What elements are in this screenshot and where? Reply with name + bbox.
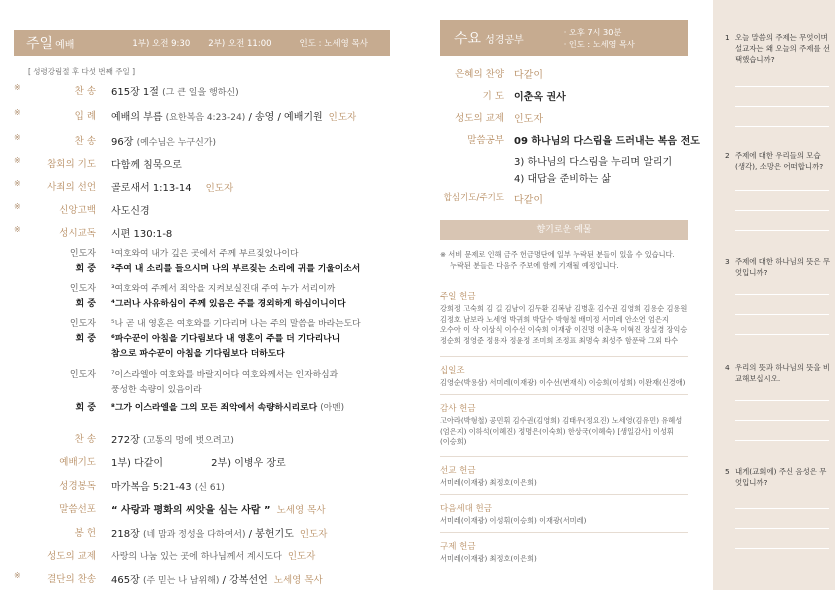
offering-section-title: 십일조 [440,366,465,376]
stand-mark: ※ [14,133,21,142]
order-value: 마가복음 5:21-43 (신 61) [111,482,225,493]
service-time-2: 2부) 오전 11:00 [208,39,272,49]
wednesday-info: · 오후 7시 30분 · 인도 : 노세영 목사 [563,27,635,49]
sermon-title: “ 사랑과 평화의 씨앗을 심는 사람 ” 노세영 목사 [111,505,326,516]
offering-note: ※ 서비 문제로 인해 금주 헌금명단에 일부 누락된 분들이 있을 수 있습니다. 누락된 분들은 다음주 주보에 함께 기재될 예정입니다. [440,250,675,270]
answer-line [735,334,829,335]
order-label: 사죄의 선언 [47,182,96,193]
order-value: 465장 (주 믿는 나 남위해) / 강복선언 노세영 목사 [111,575,323,586]
question-item: 2 주제에 대한 우리들의 모습 (생각), 소망은 어떠합니까? [725,151,824,171]
order-value: 1부) 다같이 2부) 이병우 장로 [111,458,286,469]
offering-names: 서미레(이재광) 최정호(이은희) [440,554,537,563]
offering-section-title: 감사 헌금 [440,404,476,414]
offering-names: 고아라(박형철) 공민휘 김수권(김영희) 김태우(정요진) 노세영(김유민) 유혜성(엄은지) 이하석(이혜진) 정명은(이숙희) 한상국(이혜숙) [생일감사] 이성휘(이승희) [440,416,683,447]
order-value: 시편 130:1-8 [111,229,173,240]
offering-names: 서미레(이재광) 최정호(이은희) [440,478,537,487]
order-label: 찬 송 [74,86,96,97]
order-label: 찬 송 [74,434,96,445]
offering-section-title: 구제 헌금 [440,542,476,552]
offering-names: 서미레(이재광) 이성휘(이승희) 이재광(서미레) [440,516,587,525]
offering-section-title: 다음세대 헌금 [440,504,492,514]
order-label: 성시교독 [59,228,96,239]
divider [440,494,688,495]
question-item: 1 오늘 말씀의 주제는 무엇이며 설교자는 왜 오늘의 주제를 선택했습니까? [725,33,831,64]
answer-line [735,190,829,191]
answer-line [735,420,829,421]
answer-line [735,508,829,509]
order-value: 사도신경 [111,206,150,217]
sunday-note: [ 성령강림절 후 다섯 번째 주일 ] [28,67,136,76]
stand-mark: ※ [14,156,21,165]
stand-mark: ※ [14,571,21,580]
order-label: 신앙고백 [59,205,96,216]
stand-mark: ※ [14,83,21,92]
divider [440,456,688,457]
sunday-title: 주일 [26,36,54,52]
offering-section-title: 주일 헌금 [440,292,476,302]
order-label: 입 례 [74,111,96,122]
question-item: 3 주제에 대한 하나님의 뜻은 무엇입니까? [725,257,831,277]
question-item: 4 우리의 뜻과 하나님의 뜻을 비교해보십시오. [725,363,831,383]
order-label: 찬 송 [74,136,96,147]
order-label: 성경봉독 [59,481,96,492]
sunday-title-sub: 예배 [55,39,75,51]
order-value: 615장 1절 (그 큰 일을 행하신) [111,87,239,98]
sunday-banner [14,30,390,56]
sunday-leader: 인도 : 노세영 목사 [299,39,368,49]
order-value: 다함께 침묵으로 [111,160,182,171]
order-value: 272장 (고통의 멍에 벗으려고) [111,435,234,446]
sunday-service-section: 주일 예배 1부) 오전 9:30 2부) 오전 11:00 인도 : 노세영 목사 [ 성령강림절 후 다섯 번째 주일 ] ※ 찬 송 615장 1절 (그 큰 일을 행하신) ※ 입 례 예배의 부름 (요한복음 4:23-24) / 송영 / 예배기원 인도자 ※ 찬 송 96장 (예수님은 누구신가) ※ 참회의 기도 다함께 침묵으로 ※ 사죄의 선언 골로새서 1:13-14 인도자 ※ 신앙고백 사도신경 ※ 성시교독 시편 130:1-8 인도자 ¹여호와여 내가 깊은 곳에서 주께 부르짖었나이다 회 중 ²주여 내 소리를 들으시며 나의 부르짖는 소리에 귀를 기울이소서 인도자 ³여호와여 주께서 죄악을 지켜보실진대 주여 누가 서리이까 회 중 ⁴그러나 사유하심이 주께 있음은 주를 경외하게 하심이니이다 인도자 ⁵나 곧 내 영혼은 여호와를 기다리며 나는 주의 말씀을 바라는도다 회 중 ⁶파수꾼이 아침을 기다림보다 내 영혼이 주를 더 기다리나니 참으로 파수꾼이 아침을 기다림보다 더하도다 인도자 ⁷이스라엘아 여호와를 바랄지어다 여호와께서는 인자하심과 풍성한 속량이 있음이라 회 중 ⁸그가 이스라엘을 그의 모든 죄악에서 속량하시리로다 (아멘) 찬 송 272장 (고통의 멍에 벗으려고) 예배기도 1부) 다같이 2부) 이병우 장로 성경봉독 마가복음 5:21-43 (신 61) 말씀선포 “ 사랑과 평화의 씨앗을 심는 사람 ” 노세영 목사 봉 헌 218장 (네 맘과 정성을 다하여서) / 봉헌기도 인도자 성도의 교제 사랑의 나눔 있는 곳에 하나님께서 계시도다 인도자 ※ 결단의 찬송 465장 (주 믿는 나 남위해) / 강복선언 노세영 목사 [14,30,390,81]
wednesday-section: 수요 성경공부 · 오후 7시 30분 · 인도 : 노세영 목사 은혜의 찬양 다같이 기 도 이춘옥 권사 성도의 교제 인도자 말씀공부 09 하나님의 다스림을 드러내는 복음 전도 3) 하나님의 다스림을 누리며 알리기 4) 대답을 준비하는 삶 합심기도/주기도 다같이 향기로운 예물 ※ 서비 문제로 인해 금주 헌금명단에 일부 누락된 분들이 있을 수 있습니다. 누락된 분들은 다음주 주보에 함께 기재될 예정입니다. 주일 헌금 강희정 고숙희 김 길 김남이 김두환 김복남 김병훈 김수권 김영희 김용순 김용원 김정호 남보라 노세영 박귀희 박달수 박형철 배미정 서미레 안소연 엄은지 오수아 이 삭 이상식 이수선 이숙희 이재광 이진명 이춘옥 이혁진 장실경 장익승 정순희 정영준 정용자 정윤정 조미희 조정표 최명숙 최성주 함푼락 그외 타수 십일조 김영순(박용삼) 서미레(이재광) 이수선(변재식) 이승희(이성희) 이완재(신경애) 감사 헌금 고아라(박형철) 공민휘 김수권(김영희) 김태우(정요진) 노세영(김유민) 유혜성(엄은지) 이하석(이혜진) 정명은(이숙희) 한상국(이혜숙) [생일감사] 이성휘(이승희) 선교 헌금 서미레(이재광) 최정호(이은희) 다음세대 헌금 서미레(이재광) 이성휘(이승희) 이재광(서미레) 구제 헌금 서미레(이재광) 최정호(이은희) [440,20,688,56]
reflection-questions-panel [713,0,835,590]
answer-line [735,314,829,315]
order-value: 골로새서 1:13-14 인도자 [111,183,234,194]
order-value: 예배의 부름 (요한복음 4:23-24) / 송영 / 예배기원 인도자 [111,112,357,123]
order-value: 사랑의 나눔 있는 곳에 하나님께서 계시도다 인도자 [111,551,316,562]
answer-line [735,440,829,441]
offering-names: 강희정 고숙희 김 길 김남이 김두환 김복남 김병훈 김수권 김영희 김용순 김용원 김정호 남보라 노세영 박귀희 박달수 박형철 배미정 서미레 안소연 엄은지 오수아 이 삭 이상식 이수선 이숙희 이재광 이진명 이춘옥 이혁진 장실경 장익승 정순희 정영준 정용자 정윤정 조미희 조정표 최명숙 최성주 함푼락 그외 타수 [440,304,688,345]
order-label: 봉 헌 [74,528,96,539]
offering-banner: 향기로운 예물 [440,220,688,240]
answer-line [735,400,829,401]
wednesday-title-sub: 성경공부 [485,34,524,46]
order-label: 말씀선포 [59,504,96,515]
wednesday-title: 수요 [454,31,482,47]
order-label: 성도의 교제 [47,551,96,562]
order-value: 218장 (네 맘과 정성을 다하여서) / 봉헌기도 인도자 [111,529,328,540]
answer-line [735,230,829,231]
answer-line [735,126,829,127]
answer-line [735,294,829,295]
divider [440,394,688,395]
stand-mark: ※ [14,108,21,117]
answer-line [735,210,829,211]
offering-section-title: 선교 헌금 [440,466,476,476]
answer-line [735,528,829,529]
service-time-1: 1부) 오전 9:30 [132,39,191,49]
order-label: 예배기도 [59,457,96,468]
answer-line [735,548,829,549]
answer-line [735,86,829,87]
answer-line [735,106,829,107]
order-value: 96장 (예수님은 누구신가) [111,137,217,148]
wednesday-banner [440,20,688,56]
stand-mark: ※ [14,202,21,211]
order-label: 참회의 기도 [47,159,96,170]
order-label: 결단의 찬송 [47,574,96,585]
divider [440,356,688,357]
question-item: 5 내게(교회에) 주신 음성은 무엇입니까? [725,467,827,487]
offering-names: 김영순(박용삼) 서미레(이재광) 이수선(변재식) 이승희(이성희) 이완재(신경애) [440,378,686,387]
stand-mark: ※ [14,225,21,234]
divider [440,532,688,533]
stand-mark: ※ [14,179,21,188]
